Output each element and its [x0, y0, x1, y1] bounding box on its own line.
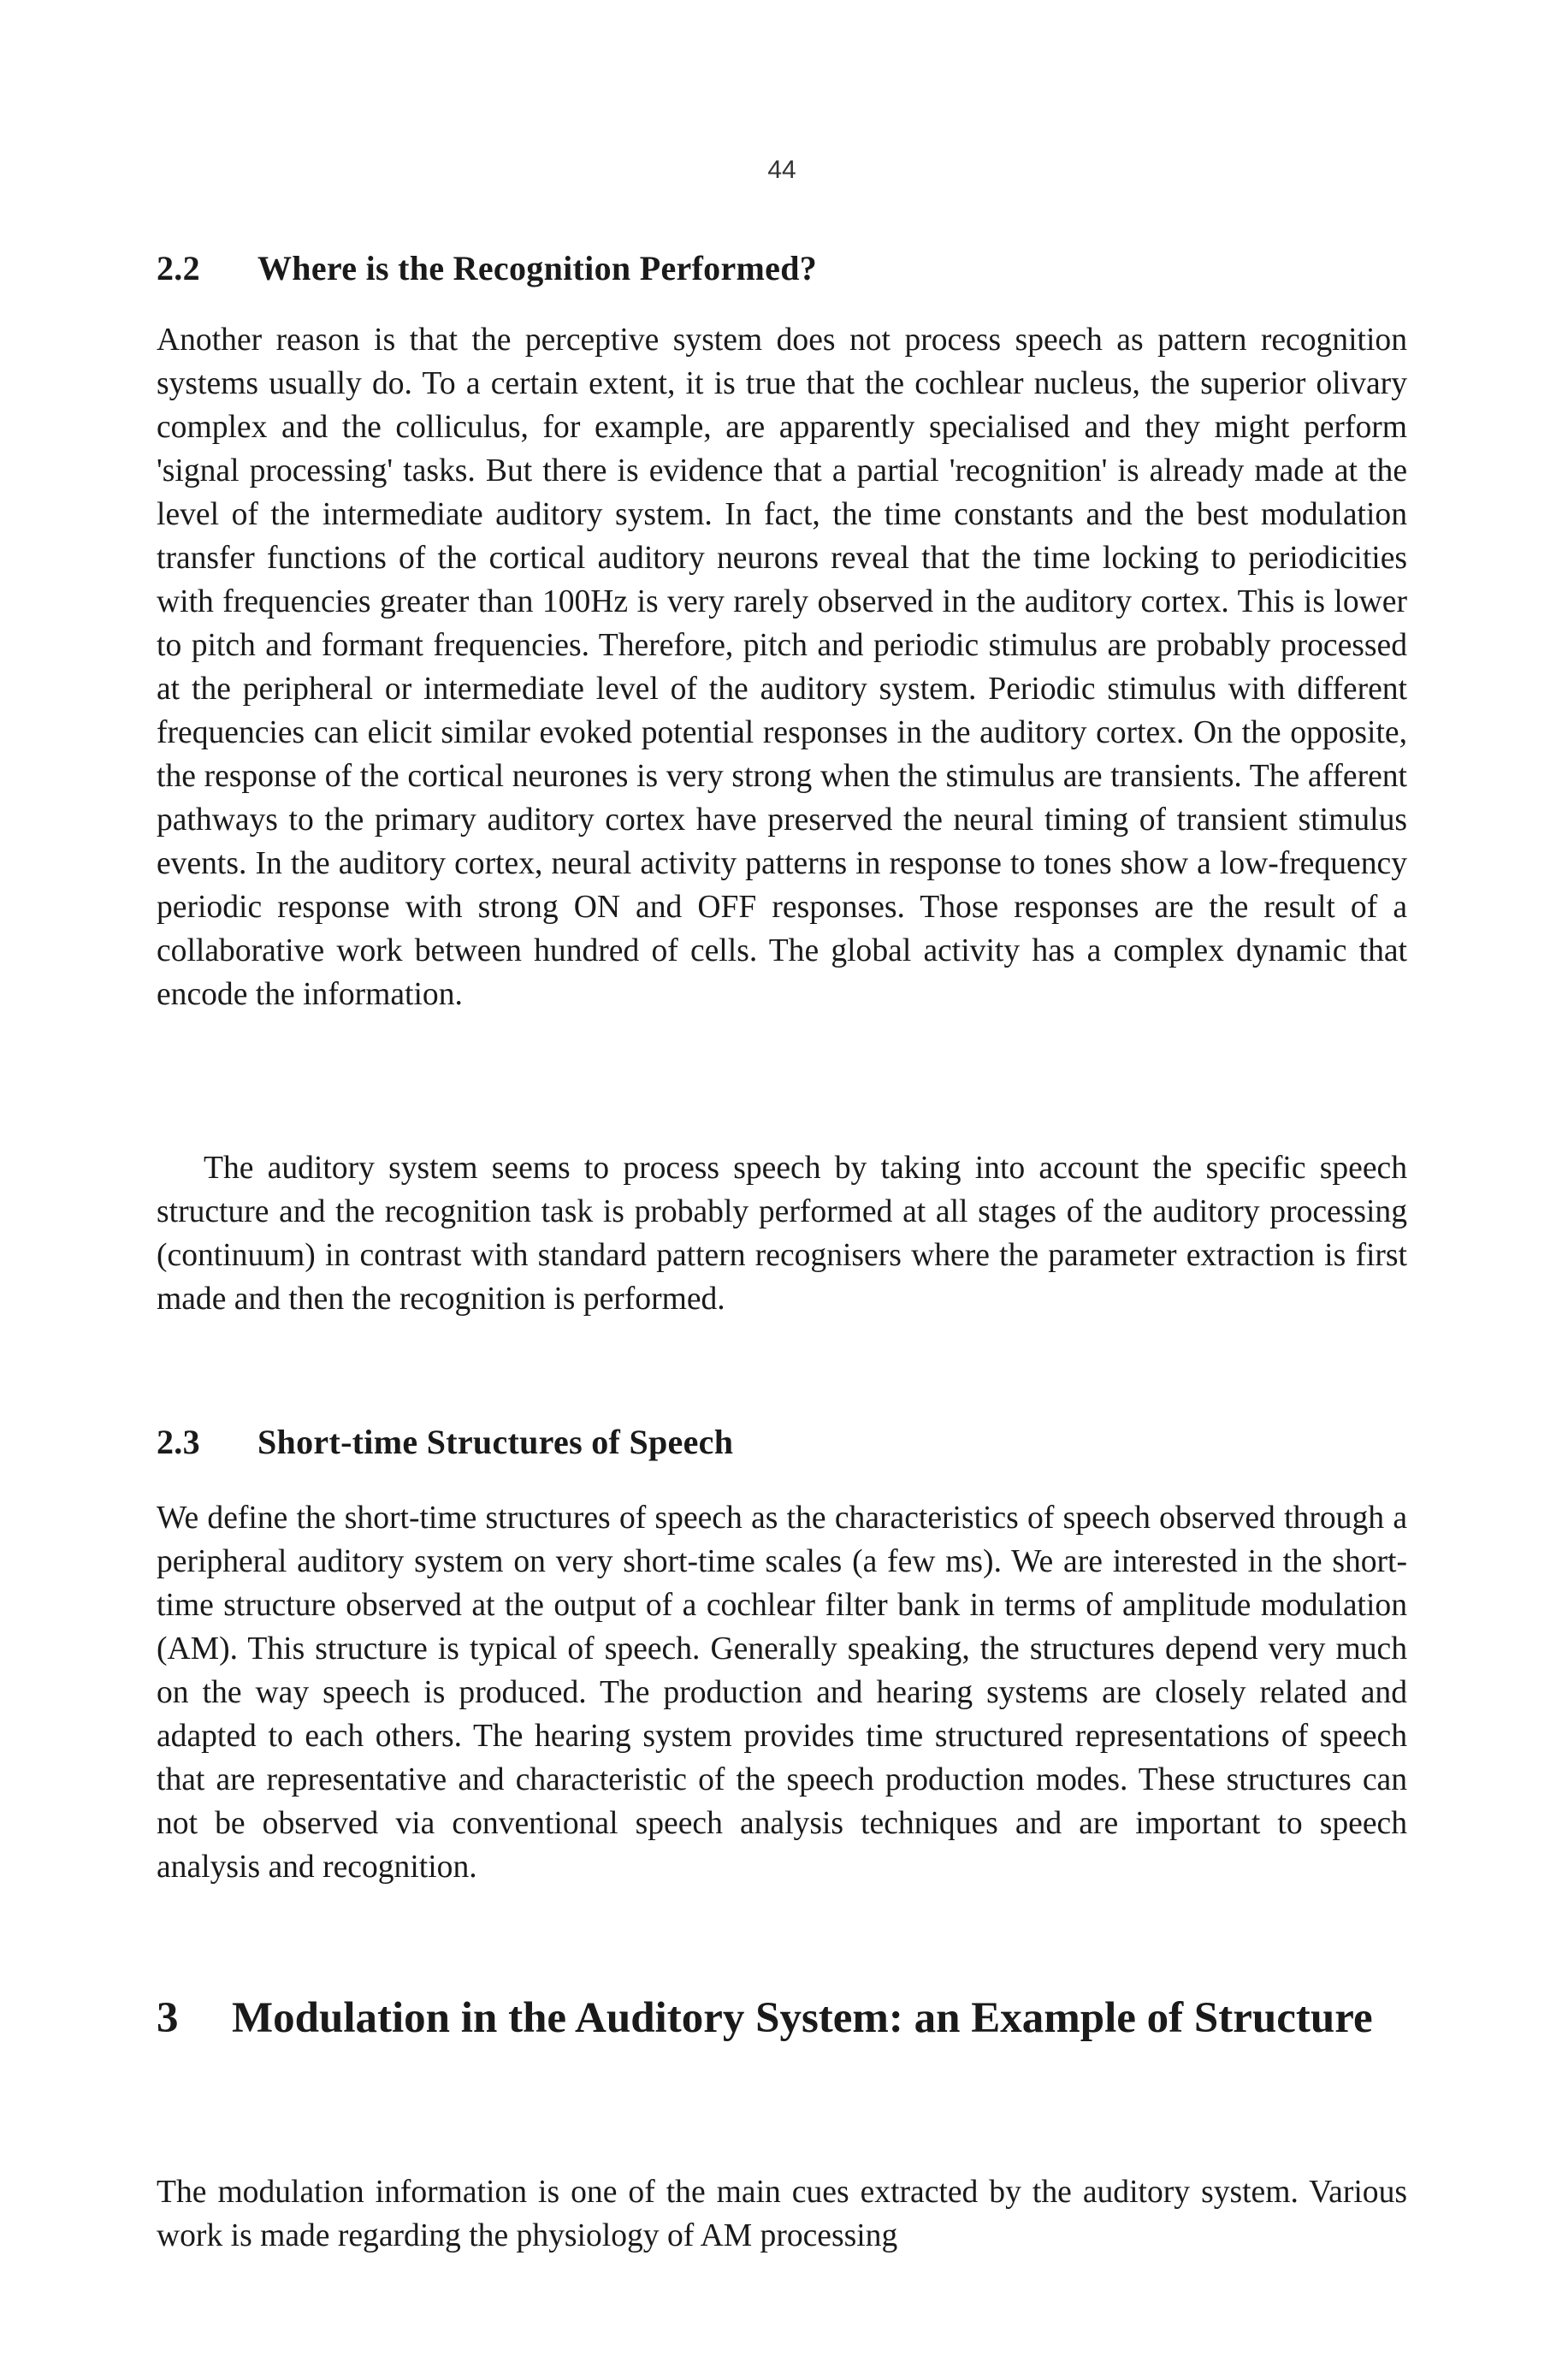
- paragraph: The auditory system seems to process speech by taking into account the specific speech structure and the recognition task is probably performed at all stages of the auditory processing (continuum) in contrast with standard pattern recognisers where the parameter extraction is first made and then the recognition is performed.: [157, 1151, 1407, 1317]
- page-number: 44: [767, 156, 796, 184]
- chapter-heading-3: [157, 1993, 1407, 2043]
- chapter-title: Modulation in the Auditory System: an Example of Structure: [232, 1994, 1373, 2042]
- section-title: Short-time Structures of Speech: [257, 1423, 734, 1461]
- paragraph: The modulation information is one of the main cues extracted by the auditory system. Various work is made regarding the physiology of AM processing: [157, 2175, 1407, 2253]
- chapter-number: 3: [157, 1994, 179, 2042]
- section-number: 2.3: [157, 1423, 200, 1461]
- section-heading-2-3: [157, 1422, 733, 1462]
- paragraph: Another reason is that the perceptive system does not process speech as pattern recognition systems usually do. To a certain extent, it is true that the cochlear nucleus, the superior olivary complex and the colliculus, for example, are apparently specialised and they might perform 'signal processing' tasks. But there is evidence that a partial 'recognition' is already made at the level of the intermediate auditory system. In fact, the time constants and the best modulation transfer functions of the cortical auditory neurons reveal that the time locking to periodicities with frequencies greater than 100Hz is very rarely observed in the auditory cortex. This is lower to pitch and formant frequencies. Therefore, pitch and periodic stimulus are probably processed at the peripheral or intermediate level of the auditory system. Periodic stimulus with different frequencies can elicit similar evoked potential responses in the auditory cortex. On the opposite, the response of the cortical neurones is very strong when the stimulus are transients. The afferent pathways to the primary auditory cortex have preserved the neural timing of transient stimulus events. In the auditory cortex, neural activity patterns in response to tones show a low-frequency periodic response with strong ON and OFF responses. Those responses are the result of a collaborative work between hundred of cells. The global activity has a complex dynamic that encode the information.: [157, 323, 1407, 1012]
- section-heading-2-2: [157, 248, 817, 288]
- paragraph: We define the short-time structures of speech as the characteristics of speech observed through a peripheral auditory system on very short-time scales (a few ms). We are interested in the short-time structure observed at the output of a cochlear filter bank in terms of amplitude modulation (AM). This structure is typical of speech. Generally speaking, the structures depend very much on the way speech is produced. The production and hearing systems are closely related and adapted to each others. The hearing system provides time structured representations of speech that are representative and characteristic of the speech production modes. These structures can not be observed via conventional speech analysis techniques and are important to speech analysis and recognition.: [157, 1501, 1407, 1885]
- section-number: 2.2: [157, 249, 200, 287]
- section-title: Where is the Recognition Performed?: [257, 249, 818, 287]
